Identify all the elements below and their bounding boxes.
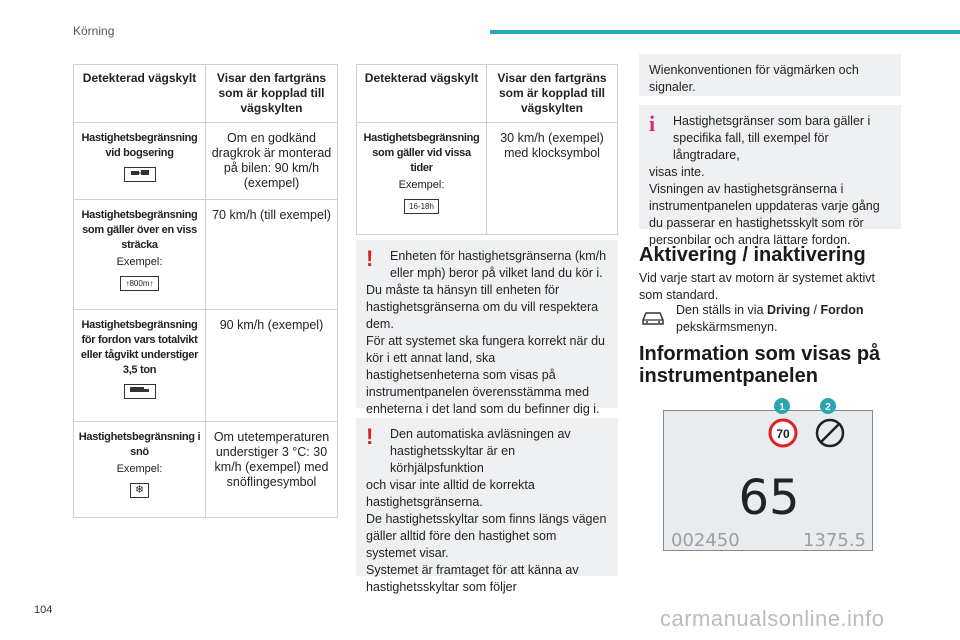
info-text-body: visas inte. Visningen av hastighetsgränserna i instrumentpanelen uppdateras varje gång du passerar en hastighetsskylt som rör personbilar och andra lättare fordon. [649,165,880,247]
end-restriction-slash [821,424,839,442]
snowflake-sign-icon: ❄ [130,483,149,498]
odometer: 002450 [671,530,740,551]
table2-col2-header: Visar den fartgräns som är kopplad till vägskylten [497,71,607,115]
menu-fordon: Fordon [820,303,864,317]
warning-text-body: och visar inte alltid de korrekta hastighetsgränserna. De hastighetsskyltar som finns längs vägen gäller alltid före den hastighet som systemet visar. Systemet är framtaget för att känna av hastighetsskyltar som följer [366,478,607,594]
page-number: 104 [34,604,53,616]
info-text-first: Hastighetsgränser som bara gäller i specifika fall, till exempel för långtradare, [673,114,871,162]
callout-1-label: 1 [779,402,785,413]
menu-driving: Driving [767,303,811,317]
section-heading-display: Information som visas på instrumentpanelen [639,343,881,387]
signs-table-2 [356,64,618,235]
header-accent-bar [490,30,960,34]
table1-col1-header: Detekterad vägskylt [74,65,206,123]
step-prefix: Den ställs in via [676,303,768,317]
activation-step [676,302,902,336]
activation-intro: Vid varje start av motorn är systemet aktivt som standard. [639,271,875,302]
step-suffix: pekskärmsmenyn. [676,320,778,334]
sign-name: Hastighetsbegränsning i snö [78,431,201,458]
warning-text-body: Du måste ta hänsyn till enheten för hastighetsgränserna om du vill respektera dem. För att systemet ska fungera korrekt när du kör i ett annat land, ska hastighetsenheterna som visas på instrumentpanelen överensstämma med enheterna i det land som du befinner dig i. [366,283,605,416]
signs-table-1 [73,64,338,518]
example-label: Exempel: [398,179,445,191]
callout-2-label: 2 [825,402,831,413]
warning-exclamation-icon: ! [366,246,374,271]
limit-value: Om utetemperaturen understiger 3 °C: 30 km/h (exempel) med snöflingesymbol [213,430,330,489]
table-row [74,310,338,422]
towing-sign-icon [124,167,156,182]
continuation-box [639,54,901,96]
table1-col2-header: Visar den fartgräns som är kopplad till vägskylten [216,71,327,115]
warning-box-reading [356,418,618,594]
time-sign-icon: 16-18h [404,199,439,214]
sign-name: Hastighetsbegränsning som gäller över en viss sträcka [81,209,198,251]
limit-value: Om en godkänd dragkrok är monterad på bilen: 90 km/h (exempel) [211,131,332,190]
table-row [357,123,618,235]
sign-name: Hastighetsbegränsning vid bogsering [81,132,198,159]
table-row [74,200,338,310]
warning-text-first: Enheten för hastighetsgränserna (km/h eller mph) beror på vilket land du kör i. [390,249,607,280]
example-label: Exempel: [116,463,163,475]
example-label: Exempel: [116,256,163,268]
limit-value: 30 km/h (exempel) med klocksymbol [500,131,604,160]
step-separator: / [810,303,821,317]
callouts [773,396,843,418]
continuation-text: Wienkonventionen för vägmärken och signaler. [649,63,859,94]
warning-text-first: Den automatiska avläsningen av hastighetsskyltar är en körhjälpsfunktion [390,427,571,475]
warning-box-units [356,240,618,416]
table2-col1-header: Detekterad vägskylt [357,65,487,123]
warning-exclamation-icon: ! [366,424,374,449]
distance-sign-icon: ↑800m↑ [120,276,158,291]
info-icon: i [649,111,656,136]
limit-value: 70 km/h (till exempel) [212,208,331,222]
info-box [639,105,901,247]
limit-value: 90 km/h (exempel) [219,318,324,332]
table-row [74,123,338,200]
instrument-cluster-illustration [663,410,873,551]
trip-meter: 1375.5 [803,530,866,551]
truck-sign-icon [124,384,156,399]
table-row [74,422,338,518]
sign-name: Hastighetsbegränsning för fordon vars totalvikt eller tågvikt understiger 3,5 ton [80,319,199,376]
section-heading-activation: Aktivering / inaktivering [639,244,866,266]
car-icon [640,308,666,328]
chapter-title: Körning [73,24,115,38]
speed-limit-value: 70 [776,427,790,441]
sign-name: Hastighetsbegränsning som gäller vid vissa tider [363,132,480,174]
current-speed: 65 [738,470,800,526]
watermark: carmanualsonline.info [660,606,885,631]
